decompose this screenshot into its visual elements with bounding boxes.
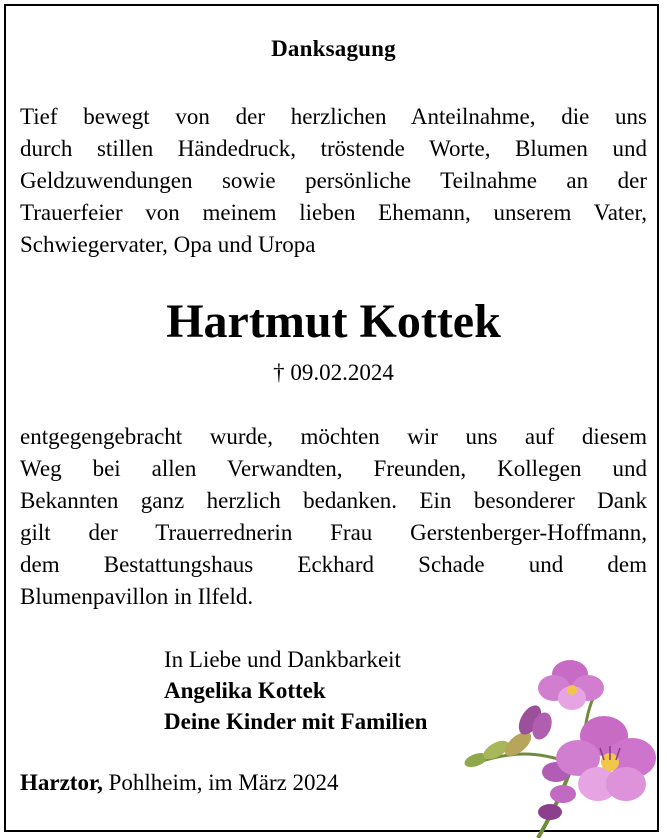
place-date-line bbox=[20, 770, 339, 796]
thanks-line: Blumenpavillon in Ilfeld. bbox=[20, 584, 254, 609]
place-bold: Harztor, bbox=[20, 770, 103, 795]
intro-paragraph bbox=[20, 101, 647, 261]
intro-line: Tief bewegt von der herzlichen Anteilnahme, die uns bbox=[20, 104, 647, 129]
thanks-line: gilt der Trauerrednerin Frau Gerstenberger-Hoffmann, bbox=[20, 520, 647, 545]
place-rest: Pohlheim, im März 2024 bbox=[102, 770, 339, 795]
freesia-flower-icon bbox=[418, 652, 662, 838]
intro-line: Trauerfeier von meinem lieben Ehemann, unserem Vater, bbox=[20, 200, 647, 225]
thanks-line: Weg bei allen Verwandten, Freunden, Kollegen und bbox=[20, 456, 647, 481]
intro-line: Schwiegervater, Opa und Uropa bbox=[20, 232, 316, 257]
thanks-paragraph bbox=[20, 421, 647, 613]
deceased-name: Hartmut Kottek bbox=[166, 295, 501, 348]
closing-phrase: In Liebe und Dankbarkeit bbox=[164, 647, 401, 672]
signer-name: Angelika Kottek bbox=[164, 678, 326, 703]
thanks-line: dem Bestattungshaus Eckhard Schade und dem bbox=[20, 552, 647, 577]
signature-block bbox=[164, 644, 427, 737]
intro-line: durch stillen Händedruck, tröstende Worte, Blumen und bbox=[20, 136, 647, 161]
signer-family: Deine Kinder mit Familien bbox=[164, 709, 428, 734]
death-date: † 09.02.2024 bbox=[273, 360, 394, 385]
thanks-line: entgegengebracht wurde, möchten wir uns auf diesem bbox=[20, 424, 647, 449]
intro-line: Geldzuwendungen sowie persönliche Teilnahme an der bbox=[20, 168, 647, 193]
thanks-line: Bekannten ganz herzlich bedanken. Ein besonderer Dank bbox=[20, 488, 647, 513]
notice-heading: Danksagung bbox=[271, 36, 396, 61]
